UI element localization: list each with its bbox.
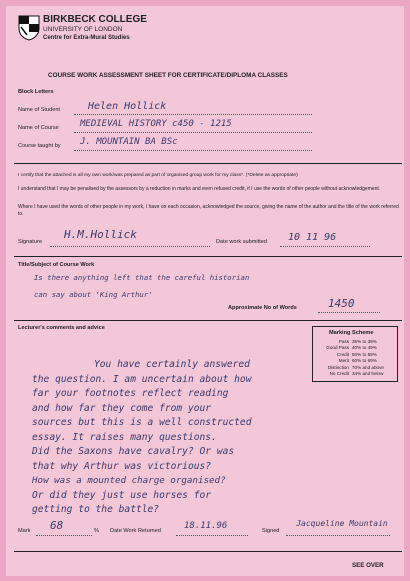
- signature-label: Signature: [18, 239, 42, 245]
- centre-name: Centre for Extra-Mural Studies: [43, 35, 130, 41]
- words-label: Approximate No of Words: [228, 305, 297, 311]
- comment-line: sources but this is a well constructed: [32, 417, 252, 428]
- title-section-label: Title/Subject of Course Work: [18, 262, 95, 268]
- course-value: MEDIEVAL HISTORY c450 - 1215: [80, 119, 232, 129]
- comment-line: You have certainly answered: [94, 359, 250, 370]
- college-crest-icon: [18, 15, 40, 41]
- course-label: Name of Course: [18, 125, 59, 131]
- signed-value: Jacqueline Mountain: [296, 519, 388, 528]
- returned-value: 18.11.96: [184, 521, 228, 531]
- form-title: COURSE WORK ASSESSMENT SHEET FOR CERTIFICATE/DIPLOMA CLASSES: [48, 72, 288, 79]
- comment-line: and how far they come from your: [32, 402, 212, 414]
- signature-value: H.M.Hollick: [64, 228, 137, 241]
- university-name: UNIVERSITY OF LONDON: [43, 26, 123, 33]
- student-label: Name of Student: [18, 107, 60, 113]
- student-value: Helen Hollick: [88, 101, 167, 112]
- comment-line: far your footnotes reflect reading: [32, 388, 229, 399]
- scheme-row: Credit 50% to 59%: [336, 351, 377, 357]
- taught-by-label: Course taught by: [18, 143, 61, 149]
- assessment-sheet: [6, 6, 404, 576]
- mark-label: Mark: [18, 528, 31, 534]
- acknowledge-statement: Where I have used the words of other people in my work, I have on each occasion, acknowledged the source, giving the name of the author and the title of the work referred to.: [18, 204, 399, 217]
- date-submitted-value: 10 11 96: [288, 232, 337, 243]
- signed-label: Signed: [262, 528, 280, 534]
- title-line-1: Is there anything left that the careful historian: [34, 273, 250, 282]
- college-name: BIRKBECK COLLEGE: [43, 14, 147, 25]
- comment-line: getting to the battle?: [32, 504, 160, 515]
- scheme-row: Merit 60% to 69%: [338, 358, 377, 364]
- scheme-row: Distinction 70% and above: [327, 364, 384, 370]
- percent-sign: %: [94, 528, 99, 534]
- comment-line: How was a mounted charge organised?: [32, 475, 226, 486]
- comments-body: [32, 358, 402, 518]
- certify-statement: I certify that the attached is all my own work/was prepared as part of organised group work for my class*. (*Delete as appropriate): [18, 173, 298, 178]
- understand-statement: I understand that I may be penalised by the assessors by a reduction in marks and even refused credit, if I use the words of other people without acknowledgement.: [18, 186, 381, 192]
- comment-line: the question. I am uncertain about how: [32, 373, 252, 385]
- block-letters-label: Block Letters: [18, 89, 54, 95]
- marking-scheme-title: Marking Scheme: [329, 330, 374, 336]
- comment-line: that why Arthur was victorious?: [32, 460, 212, 472]
- returned-label: Date Work Returned: [110, 528, 161, 534]
- comment-line: essay. It raises many questions.: [32, 431, 217, 443]
- see-over-label: SEE OVER: [352, 562, 384, 569]
- comments-label: Lecturer's comments and advice: [18, 325, 105, 331]
- comment-line: Did the Saxons have cavalry? Or was: [32, 446, 235, 457]
- title-line-2: can say about 'King Arthur': [34, 290, 153, 299]
- taught-by-value: J. MOUNTAIN BA BSc: [80, 137, 178, 147]
- scheme-row: No Credit 34% and below: [329, 371, 384, 377]
- comment-line: Or did they just use horses for: [32, 489, 212, 501]
- date-submitted-label: Date work submitted: [216, 239, 267, 245]
- words-value: 1450: [328, 297, 355, 310]
- scheme-row: Good Pass 40% to 49%: [326, 345, 377, 351]
- scheme-row: Pass 35% to 39%: [338, 339, 377, 344]
- mark-value: 68: [50, 519, 64, 532]
